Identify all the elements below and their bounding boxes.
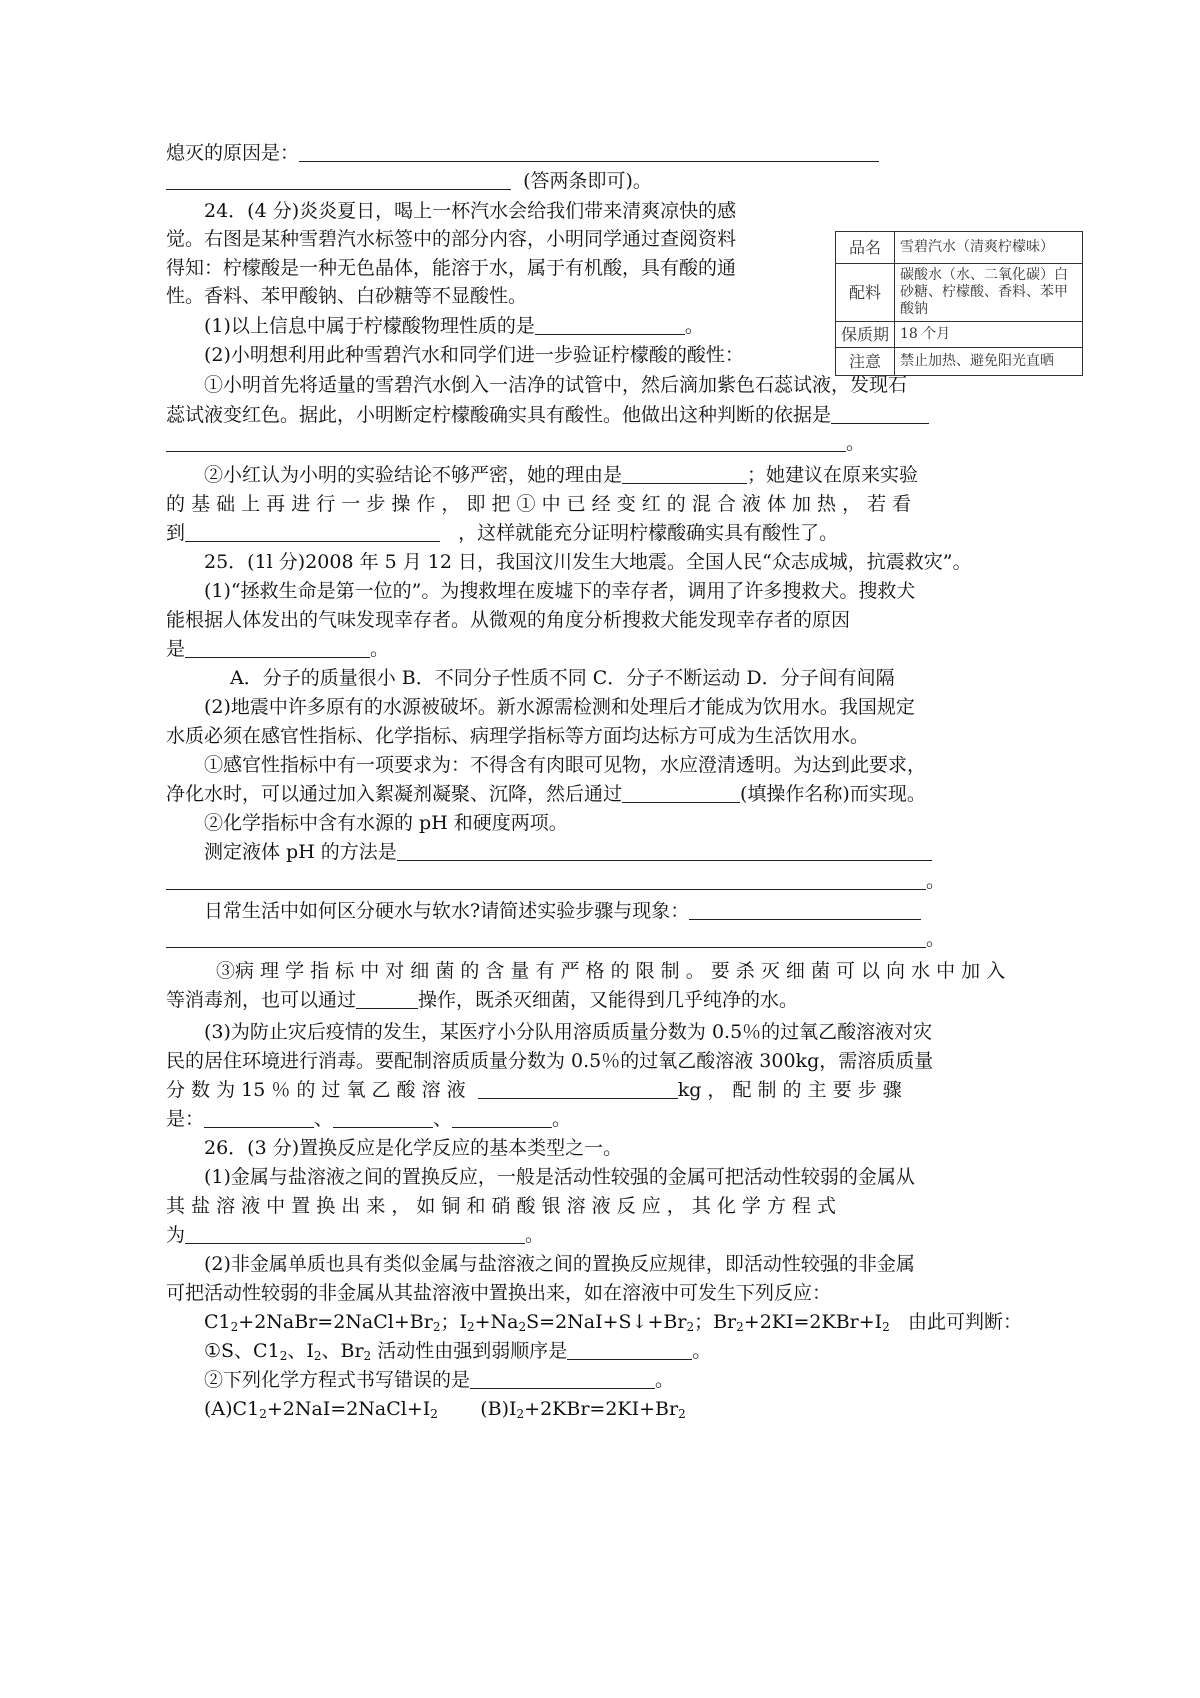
q26-options: $(A)C1_2+2NaI=2NaCl+I_2$ $(B)I_2+2KBr=2KI+Br_2$ [204, 1398, 686, 1421]
q24-part2: (2)小明想利用此种雪碧汽水和同学们进一步验证柠檬酸的酸性： [204, 344, 744, 366]
q24-step2-text: 到 [166, 522, 186, 544]
q25-text: 净化水时，可以通过加入絮凝剂凝聚、沉降，然后通过 [166, 783, 623, 805]
soda-label-table [835, 231, 1083, 376]
q24-step2-text: ，这样就能充分证明柠檬酸确实具有酸性了。 [458, 522, 839, 544]
answer-blank[interactable] [689, 899, 921, 920]
q26-part2: (2)非金属单质也具有类似金属与盐溶液之间的置换反应规律，即活动性较强的非金属 [204, 1253, 915, 1275]
punct: 、 [433, 1108, 453, 1130]
q26-text: 由此可判断： [907, 1311, 1022, 1333]
q26-text: ②下列化学方程式书写错误的是 [204, 1369, 471, 1391]
label-key: 保质期 [836, 322, 895, 348]
q24-step1: ①小明首先将适量的雪碧汽水倒入一洁净的试管中，然后滴加紫色石蕊试液，发现石 [204, 374, 908, 396]
q25-part3-cont: 民的居住环境进行消毒。要配制溶质质量分数为 0.5％的过氧乙酸溶液 300kg，需溶质质量 [166, 1050, 934, 1072]
q25-text: 操作，既杀灭细菌，又能得到几乎纯净的水。 [418, 989, 799, 1011]
option-a: +2NaI=2NaCl+I [266, 1398, 431, 1420]
q26-text: 、Br [321, 1340, 364, 1362]
q25-intro: 25．(1l 分)2008 年 5 月 12 日，我国汶川发生大地震。全国人民“众志成城，抗震救灾”。 [204, 551, 972, 573]
q26-part2-cont: 可把活动性较弱的非金属从其盐溶液中置换出来，如在溶液中可发生下列反应： [166, 1282, 832, 1304]
q26-text: ①S、C1 [204, 1340, 280, 1362]
q26-text: 活动性由强到弱顺序是 [371, 1340, 568, 1362]
q24-step2-end [166, 520, 838, 546]
q24-step1-end [166, 430, 865, 456]
q26-part1-end [166, 1222, 544, 1248]
answer-blank[interactable] [356, 988, 418, 1009]
q26-text: 、I [287, 1340, 314, 1362]
q25-step3: ③病 理 学 指 标 中 对 细 菌 的 含 量 有 严 格 的 限 制 。 要 杀 灭 细 菌 可 以 向 水 中 加 入 [216, 960, 1006, 982]
answer-blank[interactable] [204, 1107, 314, 1128]
q26-equations: $C1_2+2NaBr=2NaCl+Br_2$；$I_2+Na_2S=2NaI+S↓+Br_2$；$Br_2+2KI=2KBr+I_2$ 由此可判断： [204, 1311, 1022, 1334]
q25-text: 等消毒剂，也可以通过 [166, 989, 357, 1011]
answer-blank[interactable] [166, 869, 926, 890]
q26-intro: 26．(3 分)置换反应是化学反应的基本类型之一。 [204, 1137, 623, 1159]
punct: 。 [370, 638, 390, 660]
answer-blank[interactable] [452, 1107, 552, 1128]
option-b: (B)I [480, 1398, 517, 1420]
q24-text: 觉。右图是某种雪碧汽水标签中的部分内容，小明同学通过查阅资料 [166, 228, 737, 250]
answer-blank[interactable] [622, 463, 747, 484]
q26-part1-cont: 其 盐 溶 液 中 置 换 出 来 ， 如 铜 和 硝 酸 银 溶 液 反 应 ， 其 化 学 方 程 式 [166, 1195, 837, 1217]
q25-part1-cont: 能根据人体发出的气味发现幸存者。从微观的角度分析搜救犬能发现幸存者的原因 [166, 609, 851, 631]
q25-step1-cont [166, 781, 926, 807]
q24-part1-text: (1)以上信息中属于柠檬酸物理性质的是 [204, 315, 535, 337]
q24-step2-text: ；她建议在原来实验 [747, 464, 919, 486]
option-a: (A)C1 [204, 1398, 260, 1420]
q24-text: 得知：柠檬酸是一种无色晶体，能溶于水，属于有机酸，具有酸的通 [166, 257, 737, 279]
label-value: 碳酸水（水、二氧化碳）白砂糖、柠檬酸、香料、苯甲酸钠 [895, 264, 1083, 322]
punct: 。 [552, 1108, 572, 1130]
answer-blank[interactable] [166, 169, 511, 190]
punct: 。 [692, 1340, 712, 1362]
q25-ph-end [166, 868, 945, 894]
q26-step1: ①S、$C1_2$、$I_2$、$Br_2$ 活动性由强到弱顺序是 。 [204, 1340, 712, 1363]
answer-blank[interactable] [333, 1107, 433, 1128]
answer-blank[interactable] [185, 637, 370, 658]
q24-part1 [204, 313, 704, 339]
q25-step2: ②化学指标中含有水源的 pH 和硬度两项。 [204, 812, 568, 834]
label-row [836, 232, 1083, 264]
answer-blank[interactable] [397, 840, 932, 861]
q25-text: (填操作名称)而实现。 [740, 783, 926, 805]
label-key: 注意 [836, 348, 895, 376]
q25-text: 是： [166, 1108, 205, 1130]
q24-step2-cont: 的 基 础 上 再 进 行 一 步 操 作 ， 即 把 ① 中 已 经 变 红 的 混 合 液 体 加 热 ， 若 看 [166, 493, 912, 515]
q25-text: 测定液体 pH 的方法是 [204, 841, 397, 863]
q25-part3-steps [166, 1106, 571, 1132]
answer-blank[interactable] [567, 1339, 692, 1360]
q25-step1: ①感官性指标中有一项要求为：不得含有肉眼可见物，水应澄清透明。为达到此要求， [204, 754, 927, 776]
q25-part1-end [166, 636, 389, 662]
q25-text: 分 数 为 15 ％ 的 过 氧 乙 酸 溶 液 [166, 1079, 466, 1101]
q24-text: 性。香料、苯甲酸钠、白砂糖等不显酸性。 [166, 285, 528, 307]
q25-part1: (1)“拯救生命是第一位的”。为搜救埋在废墟下的幸存者，调用了许多搜救犬。搜救犬 [204, 580, 916, 602]
answer-blank[interactable] [299, 141, 879, 162]
q25-part3-calc [166, 1077, 902, 1103]
q25-text: kg ， 配 制 的 主 要 步 骤 [677, 1079, 902, 1101]
punct: 、 [314, 1108, 334, 1130]
answer-blank[interactable] [470, 1368, 655, 1389]
q23-suffix: (答两条即可)。 [523, 170, 652, 192]
answer-blank[interactable] [535, 314, 685, 335]
label-key: 品名 [836, 232, 895, 264]
q25-part2-cont: 水质必须在感官性指标、化学指标、病理学指标等方面均达标方可成为生活饮用水。 [166, 725, 870, 747]
punct: 。 [846, 432, 866, 454]
q25-step3-cont [166, 987, 798, 1013]
q25-options: A．分子的质量很小 B．不同分子性质不同 C．分子不断运动 D．分子间有间隔 [230, 667, 895, 689]
answer-blank[interactable] [185, 1223, 525, 1244]
answer-blank[interactable] [622, 782, 740, 803]
q23-text: 熄灭的原因是： [166, 142, 300, 164]
q23-line [166, 140, 879, 166]
label-value: 雪碧汽水（清爽柠檬味） [895, 232, 1083, 264]
punct: 。 [525, 1224, 545, 1246]
punct: 。 [926, 928, 946, 950]
label-row [836, 264, 1083, 322]
label-row [836, 322, 1083, 348]
answer-blank[interactable] [166, 431, 846, 452]
punct: 。 [684, 315, 704, 337]
q25-hard-water [204, 898, 921, 924]
q26-step2 [204, 1367, 674, 1393]
q25-hard-end [166, 926, 945, 952]
label-value: 18 个月 [895, 322, 1083, 348]
q26-text: 为 [166, 1224, 186, 1246]
answer-blank[interactable] [185, 521, 440, 542]
answer-blank[interactable] [166, 927, 926, 948]
q25-text: 是 [166, 638, 186, 660]
q24-step1-cont [166, 402, 929, 428]
q25-part3: (3)为防止灾后疫情的发生，某医疗小分队用溶质质量分数为 0.5％的过氧乙酸溶液对灾 [204, 1021, 933, 1043]
q26-part1: (1)金属与盐溶液之间的置换反应，一般是活动性较强的金属可把活动性较弱的金属从 [204, 1166, 915, 1188]
q25-part2: (2)地震中许多原有的水源被破坏。新水源需检测和处理后才能成为饮用水。我国规定 [204, 696, 915, 718]
punct: 。 [926, 870, 946, 892]
q24-step2-text: ②小红认为小明的实验结论不够严密，她的理由是 [204, 464, 623, 486]
q24-step1-text: 蕊试液变红色。据此，小明断定柠檬酸确实具有酸性。他做出这种判断的依据是 [166, 404, 832, 426]
answer-blank[interactable] [831, 403, 929, 424]
q24-step2 [204, 462, 918, 488]
q23-line-2 [166, 168, 652, 194]
q25-text: 日常生活中如何区分硬水与软水?请简述实验步骤与现象： [204, 900, 690, 922]
option-b: +2KBr=2KI+Br [524, 1398, 679, 1420]
label-value: 禁止加热、避免阳光直晒 [895, 348, 1083, 376]
answer-blank[interactable] [478, 1078, 678, 1099]
label-key: 配料 [836, 264, 895, 322]
q24-intro: 24．(4 分)炎炎夏日，喝上一杯汽水会给我们带来清爽凉快的感 [204, 200, 737, 222]
q25-ph [204, 839, 932, 865]
punct: 。 [655, 1369, 675, 1391]
